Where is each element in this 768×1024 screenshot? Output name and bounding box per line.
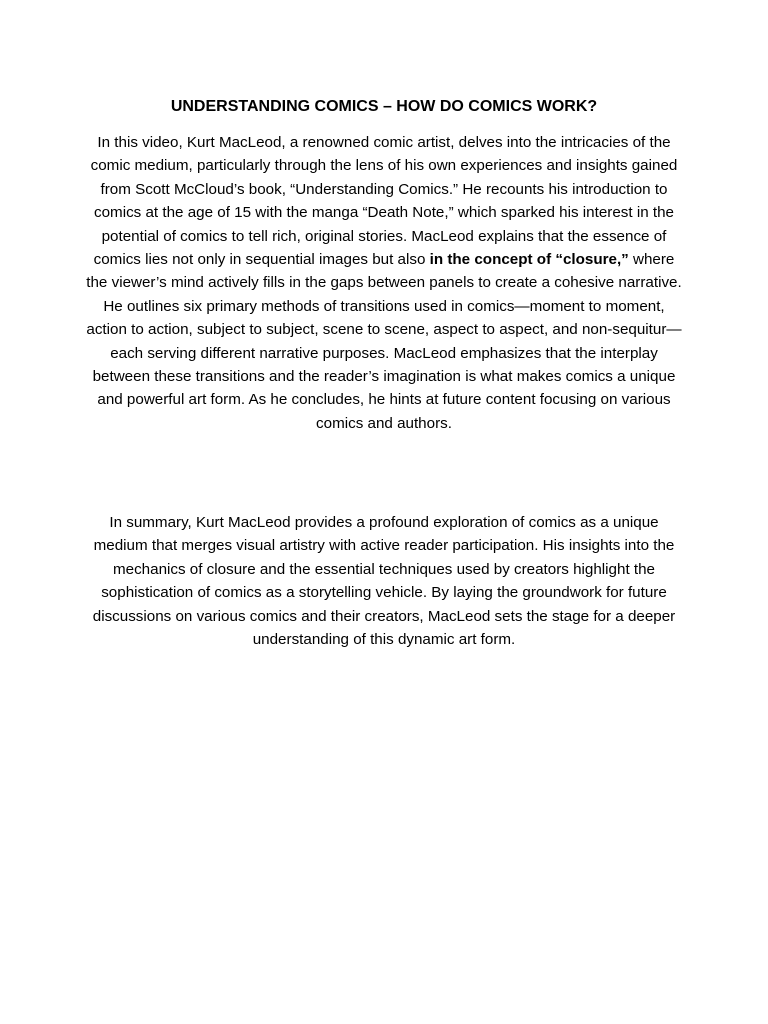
paragraph-summary: In summary, Kurt MacLeod provides a profound exploration of comics as a unique medium that merges visual artistry with active reader participation. His insights into the mechanics of closure and the essential techniques used by creators highlight the sophistication of comics as a storytelling vehicle. By laying the groundwork for future discussions on various comics and their creators, MacLeod sets the stage for a deeper understanding of this dynamic art form. [92,514,676,649]
paragraph-text: In this video, Kurt MacLeod, a renowned comic artist, delves into the intricacies of the comic medium, particularly through the lens of his own experiences and insights gained from Scott McCloud’s book, “Understanding Comics.” He recounts his introduction to comics at the age of 15 with the manga “Death Note,” which sparked his interest in the potential of comics to tell rich, original stories. MacLeod explains that the essence of comics lies not only in sequential images but also [90,134,678,269]
bold-phrase-closure: in the concept of “closure,” [429,251,629,269]
document-title: UNDERSTANDING COMICS – HOW DO COMICS WORK? [170,98,598,115]
paragraph-introduction [84,131,684,435]
paragraph-text: where the viewer’s mind actively fills in the gaps between panels to create a cohesive narrative. He outlines six primary methods of transitions used in comics—moment to moment, action to action, subject to subject, scene to scene, aspect to aspect, and non-sequitur—each serving different narrative purposes. MacLeod emphasizes that the interplay between these transitions and the reader’s imagination is what makes comics a unique and powerful art form. As he concludes, he hints at future content focusing on various comics and authors. [86,251,682,432]
